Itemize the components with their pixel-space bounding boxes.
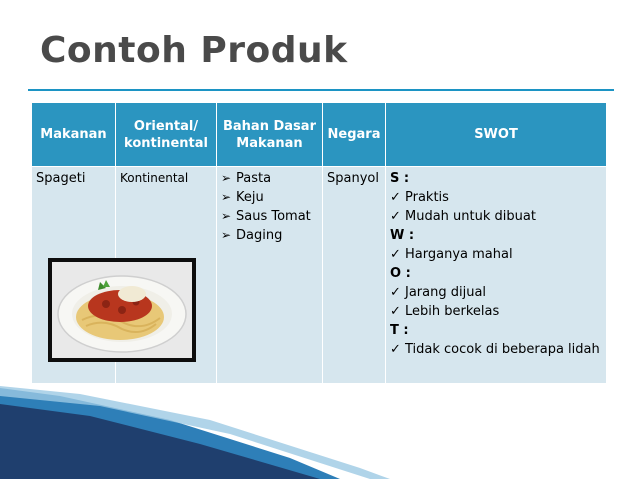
bahan-item: ➢ Daging	[221, 226, 318, 245]
header-swot: SWOT	[386, 103, 607, 167]
cell-negara: Spanyol	[323, 167, 386, 384]
swot-o-list	[390, 283, 602, 321]
table-header-row	[32, 103, 607, 167]
header-makanan: Makanan	[32, 103, 116, 167]
swot-item: ✓ Harganya mahal	[390, 245, 602, 264]
cell-swot	[386, 167, 607, 384]
cell-bahan	[217, 167, 323, 384]
header-negara: Negara	[323, 103, 386, 167]
swot-t-list	[390, 340, 602, 359]
bahan-item: ➢ Pasta	[221, 169, 318, 188]
bahan-item: ➢ Saus Tomat	[221, 207, 318, 226]
header-oriental: Oriental/ kontinental	[116, 103, 217, 167]
header-bahan: Bahan Dasar Makanan	[217, 103, 323, 167]
cell-oriental: Kontinental	[116, 167, 217, 384]
swot-w-list	[390, 245, 602, 264]
cell-makanan: Spageti	[32, 167, 116, 384]
swot-s-list	[390, 188, 602, 226]
bahan-list	[221, 169, 318, 245]
swot-item: ✓ Jarang dijual	[390, 283, 602, 302]
spaghetti-plate-illustration	[52, 262, 192, 358]
swot-s-label: S :	[390, 171, 410, 186]
swot-t-label: T :	[390, 323, 409, 338]
slide-title: Contoh Produk	[40, 30, 348, 71]
swot-item: ✓ Mudah untuk dibuat	[390, 207, 602, 226]
swot-w-label: W :	[390, 228, 415, 243]
swot-item: ✓ Lebih berkelas	[390, 302, 602, 321]
bahan-item: ➢ Keju	[221, 188, 318, 207]
decorative-swoosh	[0, 386, 638, 479]
title-divider	[28, 89, 614, 91]
spaghetti-photo	[48, 258, 196, 362]
swot-o-label: O :	[390, 266, 411, 281]
swot-item: ✓ Tidak cocok di beberapa lidah	[390, 340, 602, 359]
swot-item: ✓ Praktis	[390, 188, 602, 207]
